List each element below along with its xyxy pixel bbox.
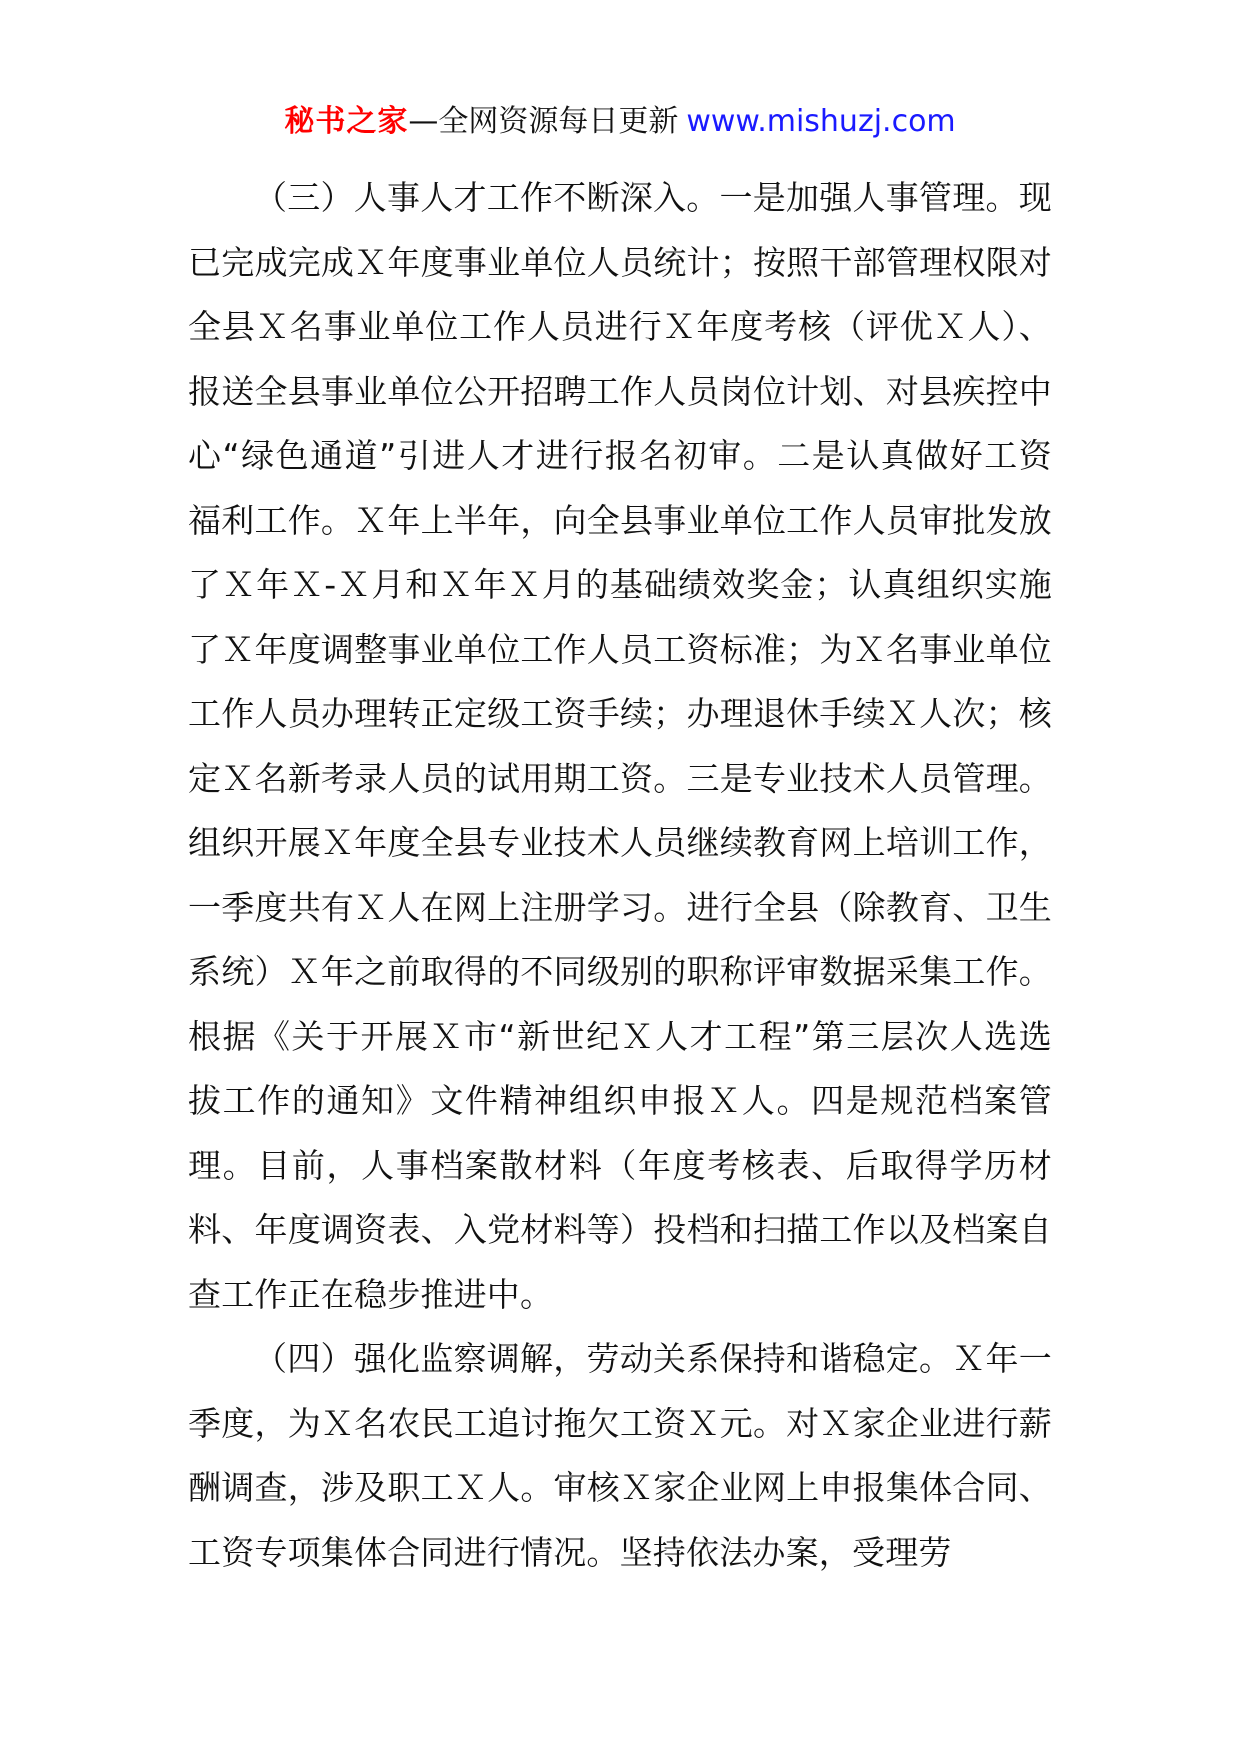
site-url-link[interactable]: www.mishuzj.com bbox=[686, 104, 956, 139]
header-slogan: —全网资源每日更新 bbox=[408, 104, 679, 139]
paragraph-section-four: （四）强化监察调解，劳动关系保持和谐稳定。Ｘ年一季度，为Ｘ名农民工追讨拖欠工资Ｘ元。对Ｘ家企业进行薪酬调查，涉及职工Ｘ人。审核Ｘ家企业网上申报集体合同、工资专项集体合同进行情况。坚持依法办案，受理劳 bbox=[188, 1339, 1052, 1572]
site-header bbox=[0, 100, 1240, 144]
brand-name: 秘书之家 bbox=[284, 104, 409, 139]
paragraph-section-three: （三）人事人才工作不断深入。一是加强人事管理。现已完成完成Ｘ年度事业单位人员统计；按照干部管理权限对全县Ｘ名事业单位工作人员进行Ｘ年度考核（评优Ｘ人）、报送全县事业单位公开招聘工作人员岗位计划、对县疾控中心“绿色通道”引进人才进行报名初审。二是认真做好工资福利工作。Ｘ年上半年，向全县事业单位工作人员审批发放了Ｘ年Ｘ-Ｘ月和Ｘ年Ｘ月的基础绩效奖金；认真组织实施了Ｘ年度调整事业单位工作人员工资标准；为Ｘ名事业单位工作人员办理转正定级工资手续；办理退休手续Ｘ人次；核定Ｘ名新考录人员的试用期工资。三是专业技术人员管理。组织开展Ｘ年度全县专业技术人员继续教育网上培训工作，一季度共有Ｘ人在网上注册学习。进行全县（除教育、卫生系统）Ｘ年之前取得的不同级别的职称评审数据采集工作。根据《关于开展Ｘ市“新世纪Ｘ人才工程”第三层次人选选拔工作的通知》文件精神组织申报Ｘ人。四是规范档案管理。目前，人事档案散材料（年度考核表、后取得学历材料、年度调资表、入党材料等）投档和扫描工作以及档案自查工作正在稳步推进中。 bbox=[188, 178, 1052, 1314]
document-body bbox=[188, 166, 1052, 1585]
